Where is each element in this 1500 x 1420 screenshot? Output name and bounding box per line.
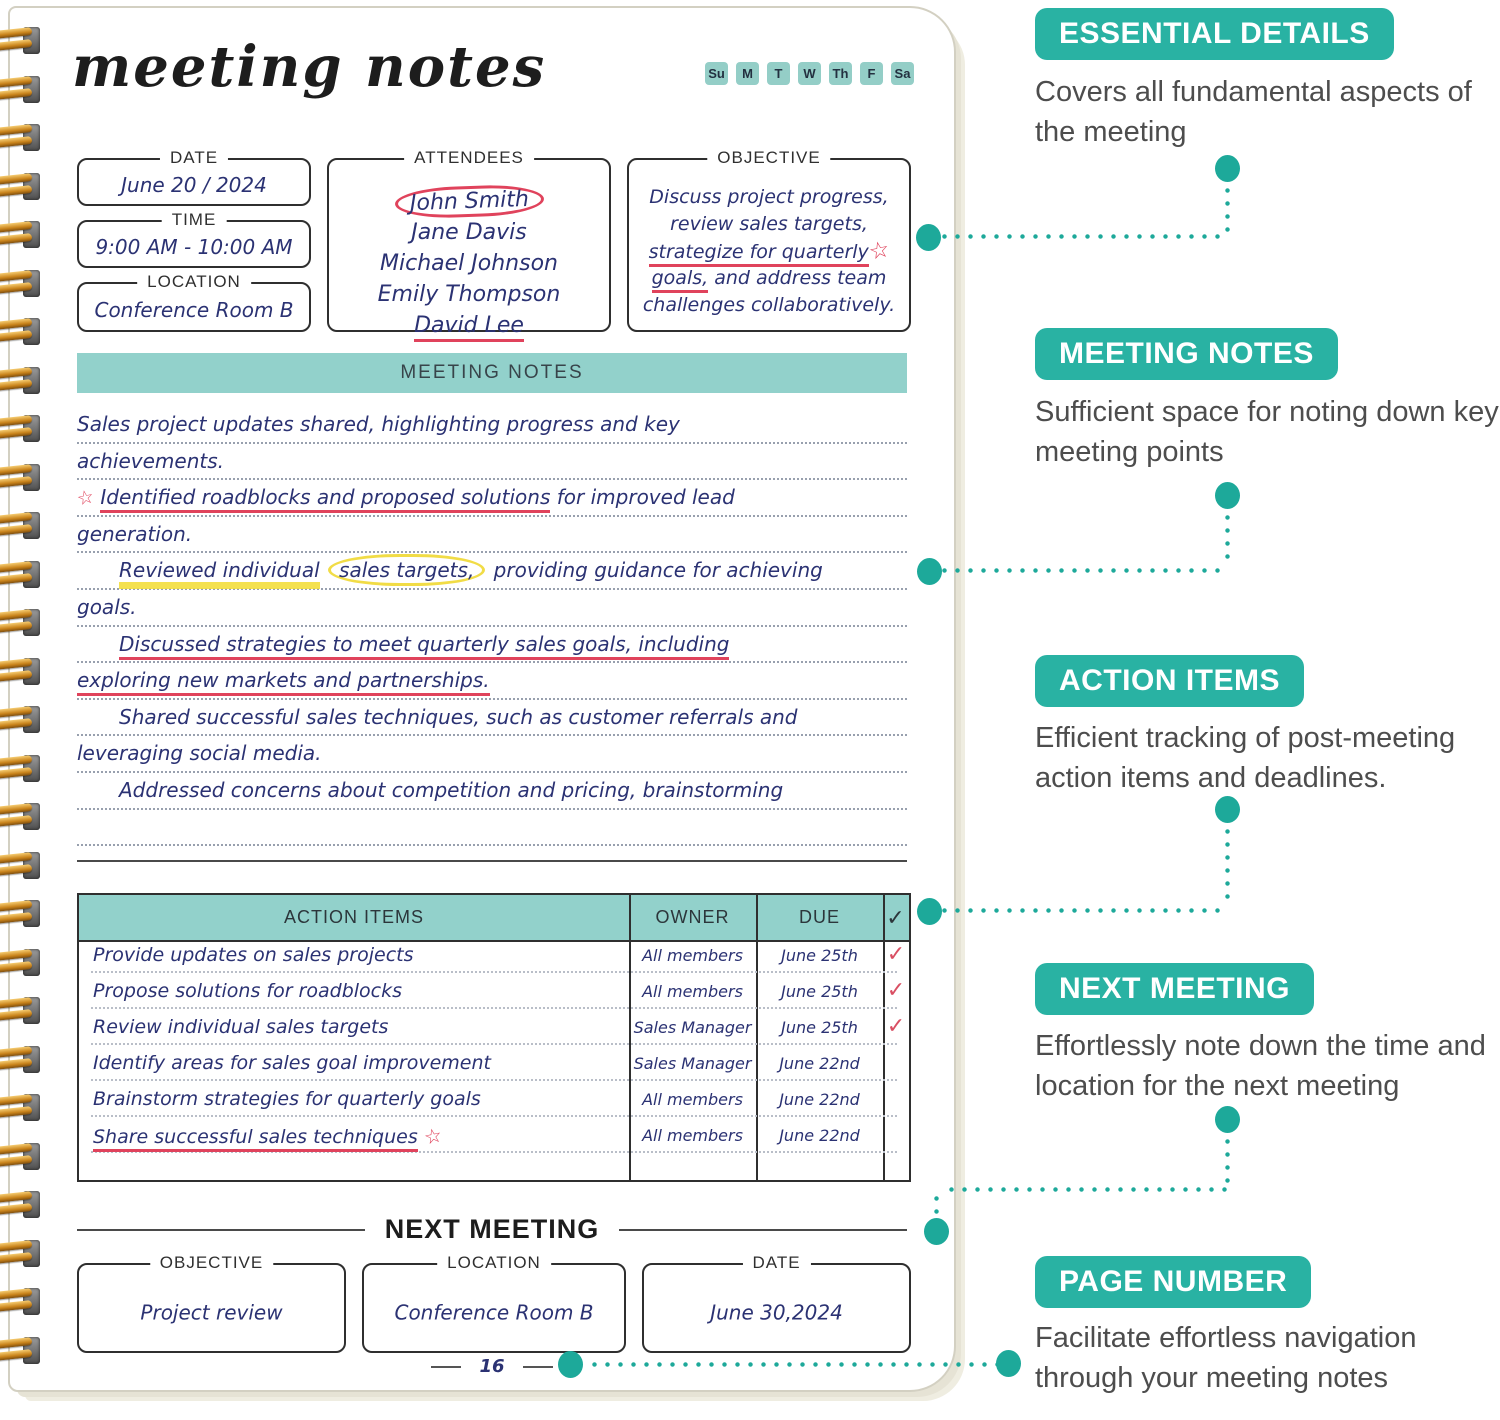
connector-line xyxy=(934,1192,939,1220)
next-date-box xyxy=(642,1253,911,1353)
next-objective-label: OBJECTIVE xyxy=(150,1253,273,1273)
table-row: Share successful sales techniques ☆ All members June 22nd xyxy=(79,1120,909,1156)
attendee: Emily Thompson xyxy=(377,282,561,307)
time-box xyxy=(77,210,311,268)
note-line: ☆ Identified roadblocks and proposed solutions for improved lead xyxy=(77,480,907,517)
connector-dot xyxy=(1215,155,1240,182)
attendees-box xyxy=(327,148,611,338)
col-header-check-icon: ✓ xyxy=(886,904,906,930)
next-date-value: June 30,2024 xyxy=(710,1300,843,1325)
note-line: Sales project updates shared, highlighting progress and key xyxy=(77,407,907,444)
weekday-th: Th xyxy=(829,62,852,85)
date-box xyxy=(77,148,311,206)
note-line: Addressed concerns about competition and pricing, brainstorming xyxy=(77,773,907,810)
weekday-m: M xyxy=(736,62,759,85)
check-mark-icon: ✓ xyxy=(886,1014,906,1039)
objective-text: Discuss project progress, review sales targets, strategize for quarterly☆ goals, and address team challenges collaboratively. xyxy=(642,186,896,316)
note-line: achievements. xyxy=(77,444,907,481)
next-meeting-title: NEXT MEETING xyxy=(384,1214,600,1244)
objective-box xyxy=(627,148,911,332)
col-header-action-items: ACTION ITEMS xyxy=(283,907,424,927)
time-value: 9:00 AM - 10:00 AM xyxy=(95,234,293,259)
meeting-notes-header: MEETING NOTES xyxy=(77,353,907,393)
connector-dot xyxy=(1215,482,1240,509)
connector-line xyxy=(1225,825,1230,905)
table-row: Identify areas for sales goal improvement Sales Manager June 22nd xyxy=(79,1048,909,1084)
next-date-label: DATE xyxy=(742,1253,810,1273)
attendee-underlined: David Lee xyxy=(414,313,524,342)
connector-line xyxy=(938,234,1228,239)
weekday-t: T xyxy=(767,62,790,85)
table-row: Brainstorm strategies for quarterly goals All members June 22nd xyxy=(79,1084,909,1120)
meeting-notes-body xyxy=(74,407,907,846)
location-box xyxy=(77,272,311,332)
callout-badge-next-meeting: NEXT MEETING xyxy=(1035,963,1314,1015)
page-number-value: 16 xyxy=(479,1356,505,1377)
note-line: leveraging social media. xyxy=(77,736,907,773)
connector-dot xyxy=(917,558,942,585)
table-row: Propose solutions for roadblocks All members June 25th ✓ xyxy=(79,976,909,1012)
attendees-list xyxy=(329,186,609,341)
next-objective-box xyxy=(77,1253,346,1353)
check-mark-icon: ✓ xyxy=(886,942,906,967)
connector-dot xyxy=(996,1350,1021,1377)
callout-text-essential-details: Covers all fundamental aspects of the meeting xyxy=(1035,76,1472,149)
note-line: exploring new markets and partnerships. xyxy=(77,663,907,700)
note-line xyxy=(77,810,907,847)
callout-text-next-meeting: Effortlessly note down the time and location for the next meeting xyxy=(1035,1030,1486,1103)
connector-line xyxy=(938,908,1228,913)
note-line: generation. xyxy=(77,517,907,554)
table-row: Review individual sales targets Sales Manager June 25th ✓ xyxy=(79,1012,909,1048)
weekday-w: W xyxy=(798,62,821,85)
connector-dot xyxy=(1215,1106,1240,1133)
col-header-owner: OWNER xyxy=(655,907,730,927)
callout-badge-action-items: ACTION ITEMS xyxy=(1035,655,1304,707)
connector-line xyxy=(945,1187,1228,1192)
attendee: Michael Johnson xyxy=(380,251,558,276)
weekday-strip xyxy=(705,62,914,85)
attendee-circled: John Smith xyxy=(394,183,544,219)
connector-dot xyxy=(1215,796,1240,823)
note-line: Discussed strategies to meet quarterly sales goals, including xyxy=(77,627,907,664)
connector-dot xyxy=(558,1351,583,1378)
location-label: LOCATION xyxy=(137,272,251,292)
notebook-page xyxy=(8,6,956,1392)
page-title: meeting notes xyxy=(72,34,547,100)
connector-line xyxy=(1225,1135,1230,1185)
star-doodle-icon: ☆ xyxy=(866,236,892,266)
star-doodle-icon: ☆ xyxy=(74,485,97,511)
connector-line xyxy=(588,1362,1000,1367)
next-location-label: LOCATION xyxy=(437,1253,551,1273)
connector-dot xyxy=(916,224,941,251)
connector-dot xyxy=(917,898,942,925)
attendees-label: ATTENDEES xyxy=(404,148,534,168)
connector-dot xyxy=(924,1218,949,1245)
callout-badge-essential-details: ESSENTIAL DETAILS xyxy=(1035,8,1394,60)
note-line: Shared successful sales techniques, such as customer referrals and xyxy=(77,700,907,737)
date-label: DATE xyxy=(160,148,228,168)
time-label: TIME xyxy=(162,210,227,230)
table-header-row xyxy=(79,895,909,942)
callout-text-action-items: Efficient tracking of post-meeting action items and deadlines. xyxy=(1035,722,1456,795)
next-location-box xyxy=(362,1253,626,1353)
location-value: Conference Room B xyxy=(94,297,294,322)
callout-badge-meeting-notes: MEETING NOTES xyxy=(1035,328,1338,380)
weekday-sa: Sa xyxy=(891,62,914,85)
table-row: Provide updates on sales projects All members June 25th ✓ xyxy=(79,940,909,976)
next-objective-value: Project review xyxy=(140,1300,283,1325)
callout-text-meeting-notes: Sufficient space for noting down key meeting points xyxy=(1035,396,1499,469)
attendee: Jane Davis xyxy=(411,220,527,245)
connector-line xyxy=(1225,184,1230,234)
next-location-value: Conference Room B xyxy=(394,1300,594,1325)
callout-badge-page-number: PAGE NUMBER xyxy=(1035,1256,1311,1308)
weekday-su: Su xyxy=(705,62,728,85)
note-line: goals. xyxy=(77,590,907,627)
next-meeting-heading xyxy=(77,1214,907,1245)
connector-line xyxy=(938,568,1228,573)
check-mark-icon: ✓ xyxy=(886,978,906,1003)
weekday-f: F xyxy=(860,62,883,85)
connector-line xyxy=(1225,511,1230,566)
section-divider xyxy=(77,860,907,862)
spiral-binding xyxy=(0,0,50,1420)
objective-label: OBJECTIVE xyxy=(707,148,830,168)
col-header-due: DUE xyxy=(798,907,840,927)
note-line: Reviewed individual sales targets, providing guidance for achieving xyxy=(77,553,907,590)
star-doodle-icon: ☆ xyxy=(421,1122,445,1150)
date-value: June 20 / 2024 xyxy=(121,172,267,197)
callout-text-page-number: Facilitate effortless navigation through your meeting notes xyxy=(1035,1322,1417,1395)
action-items-table xyxy=(77,893,911,1182)
